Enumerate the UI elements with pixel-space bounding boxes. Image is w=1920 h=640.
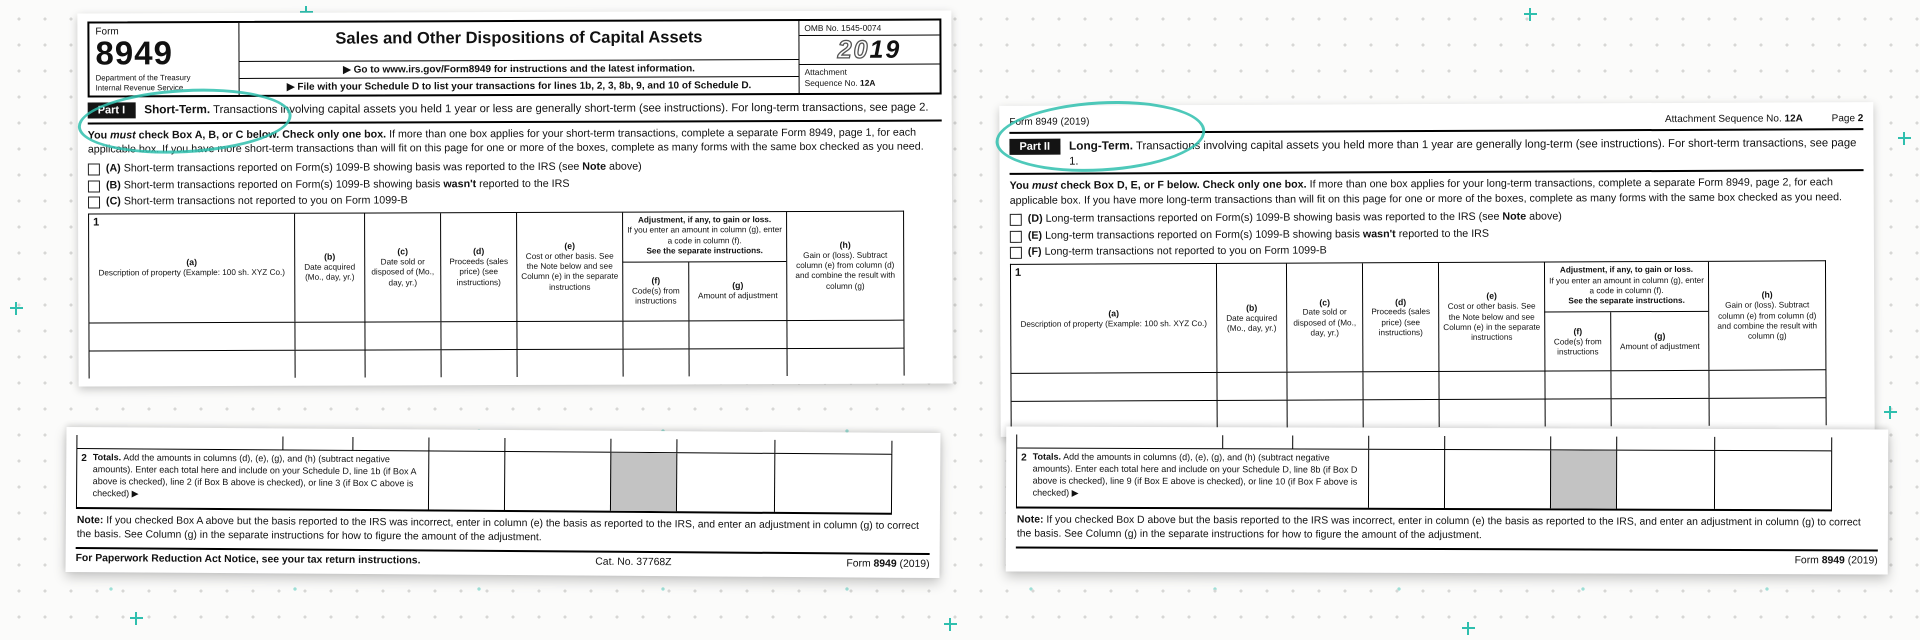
table-row: [90, 348, 904, 379]
table-cell[interactable]: [1438, 372, 1544, 399]
part1-bar: [88, 95, 942, 125]
column-e-label: Cost or other basis. See the Note below and see Column (e) in the separate instructions: [1443, 301, 1541, 342]
department-lines: [96, 73, 233, 92]
checkbox-b-code: (B): [105, 178, 121, 191]
checkbox-f-code: (F): [1027, 246, 1042, 259]
row-1-number: 1: [93, 216, 100, 229]
part1-heading-rest: Transactions involving capital assets you held 1 year or less are generally short-term (see instructions). For long-term transactions, see page 2.: [213, 101, 929, 117]
checkbox-row-d: [1010, 209, 1864, 226]
tick: [1616, 437, 1714, 450]
column-d-code: (d): [1395, 296, 1407, 307]
plus-mark-icon: [1524, 8, 1537, 21]
totals-cell-e[interactable]: [1444, 450, 1550, 508]
form-number-block: [89, 23, 239, 96]
column-header-h: [1708, 262, 1825, 371]
footer-form-year: (2019): [899, 559, 930, 571]
omb-number: OMB No. 1545-0074: [804, 22, 882, 33]
table-cell[interactable]: [1287, 401, 1363, 428]
checkbox-d-bold: Note: [1502, 210, 1527, 224]
goto-instruction: ▶ Go to www.irs.gov/Form8949 for instructions and the latest information.: [240, 59, 799, 78]
checkbox-group-page2: [1010, 209, 1864, 259]
column-d-code: (d): [473, 246, 485, 257]
column-f-label: Code(s) from instructions: [631, 286, 680, 307]
table-cell[interactable]: [440, 322, 516, 349]
plus-mark-icon: [1884, 406, 1897, 419]
plus-mark-icon: [10, 302, 23, 315]
checkbox-d-code: (D): [1027, 213, 1043, 226]
table-cell[interactable]: [295, 351, 365, 378]
table-cell[interactable]: [622, 321, 688, 348]
adjustment-line2: If you enter an amount in column (g), enter a code in column (f).: [1549, 275, 1704, 296]
note-text: If you checked Box D above but the basis reported to the IRS was incorrect, enter in column (e) the basis as reported to the IRS, and enter an adjustment in column (g) to correct the basis. See Column (g) in the separate instructions for how to figure the amount of the adjustment.: [1016, 514, 1861, 541]
tick: [1550, 436, 1616, 449]
page-word: Page: [1831, 113, 1856, 125]
column-e-code: (e): [564, 240, 575, 251]
plus-mark-icon: [1462, 622, 1475, 635]
totals-cell-f-shaded: [1550, 450, 1616, 508]
table-row: [89, 320, 903, 351]
column-c-label: Date sold or disposed of (Mo., day, yr.): [1293, 307, 1357, 338]
table-cell[interactable]: [1217, 401, 1287, 428]
part2-heading-rest: Transactions involving capital assets you held more than 1 year are generally long-term (see instructions). For short-term transactions, see page 1.: [1069, 137, 1857, 168]
part1-heading-bold: Short-Term.: [144, 102, 211, 117]
adjustment-bold: Adjustment, if any, to gain or loss.: [637, 215, 772, 225]
column-header-a: [89, 214, 294, 323]
plus-mark-icon: [1898, 132, 1911, 145]
checkbox-f-text: Long-term transactions not reported to you on Form 1099-B: [1044, 244, 1327, 259]
intro-bold: You: [1009, 180, 1033, 193]
checkbox-e-code: (E): [1027, 229, 1043, 242]
column-a-code: (a): [1108, 308, 1120, 319]
checkbox-e-post: reported to the IRS: [1395, 227, 1490, 240]
check-instructions-page2: [1010, 171, 1864, 209]
page2-form-id: Form 8949 (2019): [1009, 116, 1090, 128]
note-text: If you checked Box A above but the basis reported to the IRS was incorrect, enter in column (e) the basis as reported to the IRS, and enter an adjustment in column (g) to correct the basis. See Column (g) in the separate instructions for how to figure the amount of the adjustment.: [76, 515, 919, 544]
department-line-2: Internal Revenue Service: [95, 82, 184, 93]
column-f-code: (f): [1573, 325, 1583, 337]
column-e-code: (e): [1486, 291, 1497, 302]
table-cell[interactable]: [786, 321, 903, 348]
totals-line-number: 2: [1021, 452, 1027, 464]
intro-italic: must: [110, 129, 136, 142]
column-a-label: Description of property (Example: 100 sh. XYZ Co.): [98, 268, 286, 278]
sequence-label: Sequence No.: [804, 77, 858, 88]
table-cell[interactable]: [1362, 372, 1438, 399]
sequence-line: [805, 77, 935, 88]
part2-heading: [1069, 135, 1864, 169]
totals-bold: Totals.: [92, 452, 122, 463]
form-header: [87, 19, 941, 98]
column-header-b: [1216, 264, 1286, 372]
totals-instruction: [1017, 448, 1368, 507]
check-instructions: [88, 122, 942, 159]
column-header-g: [1610, 312, 1708, 370]
column-h-label: Gain or (loss). Subtract column (e) from column (d) and combine the result with column (g): [795, 250, 896, 291]
column-g-label: Amount of adjustment: [1619, 341, 1700, 351]
checkbox-c[interactable]: [88, 196, 100, 208]
plus-mark-icon: [130, 612, 143, 625]
checkbox-a-text: Short-term transactions reported on Form(s) 1099-B showing basis was reported to the IRS (see: [123, 160, 583, 175]
column-header-h: [786, 212, 903, 320]
tick: [1292, 435, 1368, 448]
adjustment-bold2: See the separate instructions.: [1568, 295, 1685, 306]
column-b-code: (b): [1246, 302, 1258, 313]
totals-cell-h[interactable]: [774, 454, 891, 513]
footer-form-number: 8949: [1821, 555, 1845, 567]
column-b-label: Date acquired (Mo., day, yr.): [304, 262, 356, 283]
column-header-e: [516, 213, 622, 321]
part2-bar: [1009, 130, 1863, 175]
paperwork-notice: For Paperwork Reduction Act Notice, see your tax return instructions.: [75, 553, 421, 567]
note-paragraph: [76, 509, 930, 553]
totals-cell-g[interactable]: [676, 453, 774, 512]
totals-row: [1016, 447, 1832, 511]
tick: [1368, 436, 1444, 449]
column-header-f: [622, 262, 688, 320]
adjustment-bold: Adjustment, if any, to gain or loss.: [1559, 265, 1694, 275]
table-cell[interactable]: [1363, 400, 1439, 427]
adjustment-bold2: See the separate instructions.: [646, 245, 763, 256]
column-c-code: (c): [1319, 296, 1330, 308]
column-header-g: [688, 262, 786, 320]
table-cell[interactable]: [1611, 399, 1709, 426]
intro-italic: must: [1031, 179, 1058, 193]
column-e-label: Cost or other basis. See the Note below and see Column (e) in the separate instructions: [521, 251, 619, 292]
tick: [282, 436, 352, 449]
column-d-label: Proceeds (sales price) (see instructions): [449, 257, 509, 287]
intro-rest: If more than one box applies for your short-term transactions, complete a separate Form 8949, page 1, for each applicable box. If you have more short-term transactions than will fit on this page for one or more of the boxes, complete as many forms with the same box checked as you need.: [87, 126, 924, 156]
form-title: Sales and Other Dispositions of Capital Assets: [335, 28, 703, 48]
totals-bold: Totals.: [1032, 451, 1062, 462]
column-h-label: Gain or (loss). Subtract column (e) from column (d) and combine the result with column (g): [1717, 300, 1818, 341]
checkbox-group: [88, 160, 942, 209]
column-header-b: [294, 214, 364, 322]
tick: [428, 437, 504, 451]
checkbox-c-text: Short-term transactions not reported to you on Form 1099-B: [123, 194, 408, 208]
column-b-code: (b): [324, 251, 336, 262]
column-b-label: Date acquired (Mo., day, yr.): [1226, 313, 1278, 333]
form-8949-page2-card: [999, 102, 1874, 437]
checkbox-row-f: [1010, 242, 1864, 259]
column-f-label: Code(s) from instructions: [1553, 336, 1602, 357]
totals-rest: Add the amounts in columns (d), (e), (g), and (h) (subtract negative amounts). Enter each total here and include on your Schedule D, line 8b (if Box D above is checked), line 9 (if Box E above is checked), or line 10 (if Box F above is checked) ▶: [1032, 451, 1358, 498]
sequence-value: 12A: [860, 77, 876, 88]
totals-text: [93, 452, 423, 506]
column-header-d: [440, 213, 516, 321]
note-paragraph: [1016, 508, 1878, 549]
form-year: [799, 35, 939, 66]
checkbox-c-code: (C): [105, 195, 121, 208]
tick: [1017, 434, 1222, 448]
checkbox-row-c: [88, 193, 942, 209]
table-cell[interactable]: [1610, 371, 1708, 398]
table-cell[interactable]: [517, 350, 623, 377]
table-row: [1011, 370, 1825, 402]
checkbox-e-text: Long-term transactions reported on Form(s) 1099-B showing basis: [1045, 228, 1363, 242]
department-line-1: Department of the Treasury: [95, 73, 191, 83]
year-prefix: 20: [837, 35, 870, 64]
transactions-table: [88, 211, 905, 379]
totals-instruction: [77, 449, 428, 509]
checkbox-d-text: Long-term transactions reported on Form(s) 1099-B showing basis was reported to the IRS (see: [1045, 211, 1503, 226]
checkbox-a-post: above): [606, 160, 642, 173]
column-h-code: (h): [1761, 289, 1773, 300]
table-cell[interactable]: [441, 350, 517, 377]
table-cell[interactable]: [89, 323, 294, 351]
totals-cell-d[interactable]: [1368, 450, 1444, 508]
part2-label: Part II: [1009, 139, 1060, 155]
note-bold: Note:: [76, 515, 104, 527]
form-8949-page1-card: [77, 10, 952, 386]
column-f-code: (f): [651, 275, 661, 286]
tick: [1444, 436, 1550, 449]
adjustment-header: [1544, 262, 1708, 313]
totals-cell-e[interactable]: [504, 452, 610, 511]
totals-text: [1033, 452, 1363, 505]
checkbox-row-e: [1010, 226, 1864, 243]
part2-heading-bold: Long-Term.: [1069, 138, 1134, 153]
tick: [676, 439, 774, 453]
checkbox-a-code: (A): [105, 162, 121, 175]
plus-mark-icon: [944, 618, 957, 631]
checkbox-e[interactable]: [1010, 231, 1022, 243]
column-c-label: Date sold or disposed of (Mo., day, yr.): [371, 257, 435, 288]
table-cell[interactable]: [364, 322, 440, 349]
file-instruction: ▶ File with your Schedule D to list your transactions for lines 1b, 2, 3, 8b, 9, and 10 of Schedule D.: [240, 76, 799, 95]
column-a-code: (a): [186, 257, 198, 268]
page-number: 2: [1857, 113, 1864, 125]
part1-label: Part I: [88, 102, 136, 118]
catalog-number: Cat. No. 37768Z: [595, 557, 672, 569]
table-header-row: [89, 212, 903, 323]
table-cell[interactable]: [294, 323, 364, 350]
table-cell[interactable]: [1216, 373, 1286, 400]
totals-line-number: 2: [81, 453, 87, 465]
attachment-sequence-number: 12A: [1784, 113, 1803, 125]
row-1-number: 1: [1014, 267, 1022, 280]
checkbox-b[interactable]: [88, 180, 100, 192]
totals-rest: Add the amounts in columns (d), (e), (g), and (h) (subtract negative amounts). Enter each total here and include on your Schedule D, line 1b (if Box A above is checked), line 2 (if Box B above is checked), or line 3 (if Box C above is checked) ▶: [92, 452, 417, 499]
column-a-label: Description of property (Example: 100 sh. XYZ Co.): [1020, 318, 1208, 329]
column-c-code: (c): [397, 246, 409, 257]
note-bold: Note:: [1016, 514, 1044, 526]
part1-heading: [144, 100, 928, 118]
checkbox-a-label: [106, 161, 642, 175]
transactions-table-page2: [1010, 261, 1827, 430]
checkbox-row-b: [88, 176, 942, 192]
table-cell[interactable]: [623, 349, 689, 376]
table-cell[interactable]: [1708, 371, 1825, 399]
checkbox-a-bold: Note: [582, 160, 607, 173]
intro-bold: You: [87, 129, 111, 142]
tick: [504, 438, 610, 452]
table-cell[interactable]: [1544, 372, 1610, 399]
attachment-sequence: [805, 65, 935, 88]
column-header-d: [1362, 263, 1438, 371]
checkbox-b-text: Short-term transactions reported on Form(s) 1099-B showing basis: [123, 177, 444, 191]
table-cell[interactable]: [688, 321, 786, 348]
checkbox-f[interactable]: [1010, 247, 1022, 259]
checkbox-d[interactable]: [1010, 214, 1022, 226]
tick: [352, 437, 428, 451]
form-title-block: [239, 21, 799, 95]
checkbox-b-label: [106, 177, 570, 191]
table-cell[interactable]: [1286, 373, 1362, 400]
totals-cell-g[interactable]: [1616, 451, 1714, 509]
table-cell[interactable]: [1709, 399, 1826, 427]
checkbox-a[interactable]: [88, 163, 100, 175]
table-cell[interactable]: [787, 349, 904, 376]
column-g-label: Amount of adjustment: [697, 291, 778, 301]
column-header-f: [1544, 313, 1610, 371]
checkbox-f-label: [1028, 245, 1327, 258]
checkbox-e-label: [1028, 228, 1489, 242]
table-cell[interactable]: [689, 349, 787, 376]
totals-cell-d[interactable]: [428, 451, 504, 510]
column-g-code: (g): [732, 280, 744, 291]
table-cell[interactable]: [1439, 400, 1545, 427]
checkbox-c-label: [106, 194, 408, 207]
column-header-c: [364, 213, 440, 321]
attachment-label: Attachment: [804, 67, 847, 78]
page2-footer: [1016, 547, 1878, 567]
tick: [1714, 437, 1831, 450]
table-cell[interactable]: [1011, 373, 1216, 401]
form-8949-page1-totals-card: [66, 427, 941, 579]
column-header-c: [1286, 264, 1362, 372]
table-cell[interactable]: [1545, 400, 1611, 427]
table-cell[interactable]: [516, 322, 622, 349]
checkbox-d-label: [1028, 211, 1562, 225]
intro-bold-2: check Box A, B, or C below. Check only one box.: [135, 128, 387, 142]
page2-attachment-page: [1665, 113, 1863, 125]
table-cell[interactable]: [90, 351, 295, 379]
intro-rest: If more than one box applies for your long-term transactions, complete a separate Form 8949, page 2, for each applicable box. If you have more long-term transactions than will fit on this page for one or more of the boxes, complete as many forms with the same box checked as you need.: [1009, 176, 1842, 207]
table-row: [1012, 398, 1826, 430]
table-cell[interactable]: [1012, 401, 1217, 429]
footer-form-number: 8949: [873, 559, 897, 571]
footer-form-id: [846, 559, 929, 571]
form-8949-page2-totals-card: [1006, 426, 1889, 575]
checkbox-d-post: above): [1526, 210, 1562, 223]
attachment-sequence-label: Attachment Sequence No.: [1664, 113, 1782, 126]
footer-form-word: Form: [846, 558, 871, 571]
tick: [774, 440, 891, 454]
omb-year-block: [799, 21, 939, 94]
footer-form-year: (2019): [1847, 555, 1878, 567]
column-header-e: [1438, 263, 1544, 371]
checkbox-b-bold: wasn't: [443, 177, 477, 190]
adjustment-header: [622, 212, 786, 263]
tick: [1222, 435, 1292, 448]
column-d-label: Proceeds (sales price) (see instructions): [1371, 307, 1431, 338]
form-word: Form: [95, 26, 119, 38]
column-header-a: [1011, 264, 1216, 373]
totals-cell-h[interactable]: [1714, 451, 1831, 509]
table-cell[interactable]: [365, 350, 441, 377]
column-g-code: (g): [1654, 330, 1666, 341]
year-suffix: 19: [869, 35, 902, 64]
totals-cell-f-shaded: [610, 453, 676, 511]
checkbox-e-bold: wasn't: [1362, 227, 1396, 241]
checkbox-row-a: [88, 160, 942, 176]
footer-form-word: Form: [1794, 555, 1819, 567]
table-header-row: [1011, 262, 1825, 374]
footer-form-id: [1795, 556, 1878, 567]
checkbox-b-post: reported to the IRS: [476, 177, 570, 190]
form-number: 8949: [95, 34, 173, 72]
totals-row: [76, 448, 892, 515]
tick: [77, 435, 282, 449]
intro-bold-2: check Box D, E, or F below. Check only one box.: [1057, 178, 1307, 192]
column-h-code: (h): [839, 239, 851, 250]
adjustment-line2: If you enter an amount in column (g), enter a code in column (f).: [627, 225, 783, 245]
tick: [610, 439, 676, 452]
